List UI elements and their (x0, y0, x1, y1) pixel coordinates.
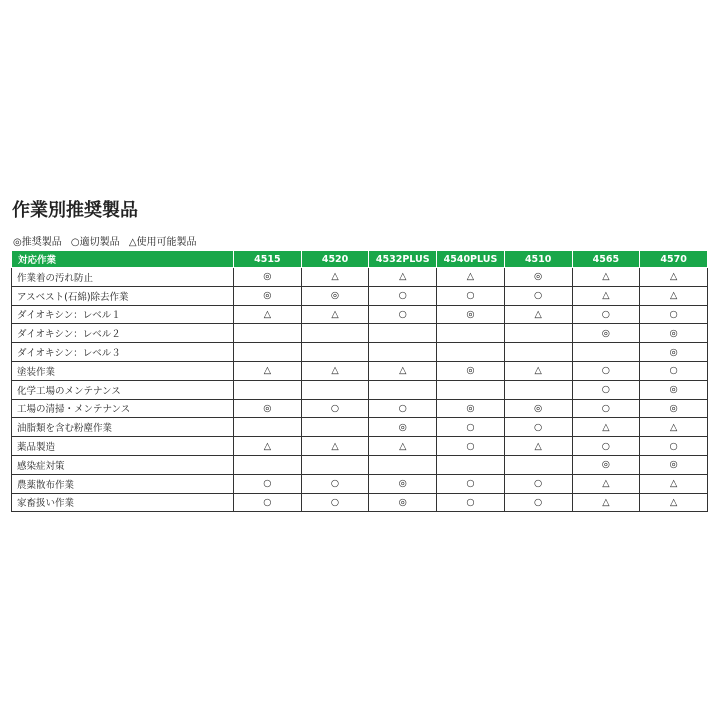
rating-cell: ◎ (369, 493, 437, 512)
table-row (12, 286, 708, 305)
rating-cell (301, 455, 369, 474)
rating-cell: △ (301, 305, 369, 324)
table-row (12, 493, 708, 512)
product-column-header: 4510 (504, 251, 572, 268)
product-column-header: 4520 (301, 251, 369, 268)
rating-cell: ○ (369, 399, 437, 418)
rating-cell: ◎ (369, 418, 437, 437)
task-cell: 薬品製造 (12, 437, 234, 456)
rating-cell: ◎ (572, 455, 640, 474)
table-row (12, 361, 708, 380)
rating-cell (504, 324, 572, 343)
rating-cell: ◎ (572, 324, 640, 343)
product-column-header: 4515 (234, 251, 302, 268)
task-cell: 感染症対策 (12, 455, 234, 474)
product-column-header: 4565 (572, 251, 640, 268)
rating-cell (301, 418, 369, 437)
rating-cell: ◎ (234, 286, 302, 305)
rating-cell: ○ (640, 361, 708, 380)
rating-cell: △ (640, 268, 708, 287)
rating-cell: △ (640, 493, 708, 512)
rating-cell: ○ (234, 493, 302, 512)
rating-cell: △ (504, 361, 572, 380)
rating-cell: △ (301, 361, 369, 380)
rating-cell: △ (234, 305, 302, 324)
rating-cell: ◎ (640, 380, 708, 399)
rating-cell: ○ (640, 305, 708, 324)
rating-cell: △ (234, 361, 302, 380)
rating-cell: ◎ (234, 399, 302, 418)
task-cell: ダイオキシン：レベル３ (12, 343, 234, 362)
rating-cell: △ (572, 268, 640, 287)
rating-cell (437, 455, 505, 474)
rating-cell: △ (572, 418, 640, 437)
task-cell: 農薬散布作業 (12, 474, 234, 493)
rating-cell: ○ (437, 437, 505, 456)
rating-cell (437, 343, 505, 362)
rating-cell: ○ (301, 399, 369, 418)
rating-cell: ◎ (369, 474, 437, 493)
rating-cell: ◎ (504, 399, 572, 418)
rating-cell: △ (369, 268, 437, 287)
rating-cell: ○ (504, 493, 572, 512)
rating-cell: ○ (572, 380, 640, 399)
table-row (12, 324, 708, 343)
rating-cell: ◎ (640, 399, 708, 418)
rating-cell: ○ (369, 305, 437, 324)
rating-cell (301, 343, 369, 362)
table-header-row (12, 251, 708, 268)
task-cell: ダイオキシン：レベル１ (12, 305, 234, 324)
rating-cell: △ (504, 305, 572, 324)
legend-recommended: ◎推奨製品 (13, 237, 62, 248)
rating-cell: ◎ (640, 343, 708, 362)
rating-cell: ◎ (640, 324, 708, 343)
product-column-header: 4570 (640, 251, 708, 268)
table-row (12, 455, 708, 474)
rating-cell (437, 380, 505, 399)
rating-cell: ○ (437, 493, 505, 512)
legend (13, 233, 203, 248)
rating-cell: △ (301, 268, 369, 287)
legend-usable: △使用可能製品 (128, 237, 197, 248)
rating-cell: ○ (572, 305, 640, 324)
rating-cell: ◎ (640, 455, 708, 474)
rating-cell: ○ (369, 286, 437, 305)
task-cell: アスベスト(石綿)除去作業 (12, 286, 234, 305)
product-column-header: 4540PLUS (437, 251, 505, 268)
rating-cell: ○ (640, 437, 708, 456)
legend-suitable: ○適切製品 (70, 237, 120, 248)
rating-cell: ○ (504, 418, 572, 437)
task-cell: 家畜扱い作業 (12, 493, 234, 512)
task-cell: 化学工場のメンテナンス (12, 380, 234, 399)
rating-cell (572, 343, 640, 362)
rating-cell (369, 324, 437, 343)
table-row (12, 380, 708, 399)
rating-cell: ○ (437, 474, 505, 493)
rating-cell: ○ (504, 286, 572, 305)
table-row (12, 268, 708, 287)
rating-cell (234, 418, 302, 437)
rating-cell: ○ (504, 474, 572, 493)
rating-cell (301, 380, 369, 399)
table-row (12, 399, 708, 418)
rating-cell: △ (369, 361, 437, 380)
task-cell: ダイオキシン：レベル２ (12, 324, 234, 343)
rating-cell: ○ (301, 493, 369, 512)
rating-cell: ○ (234, 474, 302, 493)
rating-cell: △ (301, 437, 369, 456)
table-row (12, 305, 708, 324)
task-cell: 工場の清掃・メンテナンス (12, 399, 234, 418)
rating-cell (234, 343, 302, 362)
rating-cell (234, 324, 302, 343)
table-body (12, 268, 708, 512)
rating-cell: ○ (572, 399, 640, 418)
table-row (12, 474, 708, 493)
rating-cell: △ (437, 268, 505, 287)
rating-cell: △ (640, 474, 708, 493)
rating-cell: △ (369, 437, 437, 456)
rating-cell: △ (572, 493, 640, 512)
task-cell: 油脂類を含む粉塵作業 (12, 418, 234, 437)
rating-cell: ◎ (437, 361, 505, 380)
rating-cell: △ (640, 418, 708, 437)
rating-cell (369, 343, 437, 362)
page-title: 作業別推奨製品 (12, 200, 138, 221)
rating-cell (504, 455, 572, 474)
rating-cell (234, 455, 302, 474)
table-row (12, 437, 708, 456)
table-row (12, 418, 708, 437)
task-cell: 塗装作業 (12, 361, 234, 380)
rating-cell: ○ (572, 437, 640, 456)
rating-cell: ◎ (437, 399, 505, 418)
rating-cell: ○ (572, 361, 640, 380)
rating-cell: ◎ (234, 268, 302, 287)
rating-cell: △ (640, 286, 708, 305)
table-row (12, 343, 708, 362)
product-column-header: 4532PLUS (369, 251, 437, 268)
rating-cell: ◎ (437, 305, 505, 324)
rating-cell: ○ (437, 286, 505, 305)
rating-cell: ◎ (301, 286, 369, 305)
rating-cell (504, 343, 572, 362)
rating-cell: ◎ (504, 268, 572, 287)
task-cell: 作業着の汚れ防止 (12, 268, 234, 287)
rating-cell: △ (234, 437, 302, 456)
rating-cell (301, 324, 369, 343)
recommendation-table (11, 250, 708, 512)
rating-cell: △ (572, 474, 640, 493)
rating-cell (234, 380, 302, 399)
rating-cell: △ (572, 286, 640, 305)
rating-cell: ○ (301, 474, 369, 493)
task-column-header: 対応作業 (12, 251, 234, 268)
rating-cell (369, 380, 437, 399)
rating-cell: △ (504, 437, 572, 456)
rating-cell: ○ (437, 418, 505, 437)
rating-cell (504, 380, 572, 399)
rating-cell (369, 455, 437, 474)
rating-cell (437, 324, 505, 343)
